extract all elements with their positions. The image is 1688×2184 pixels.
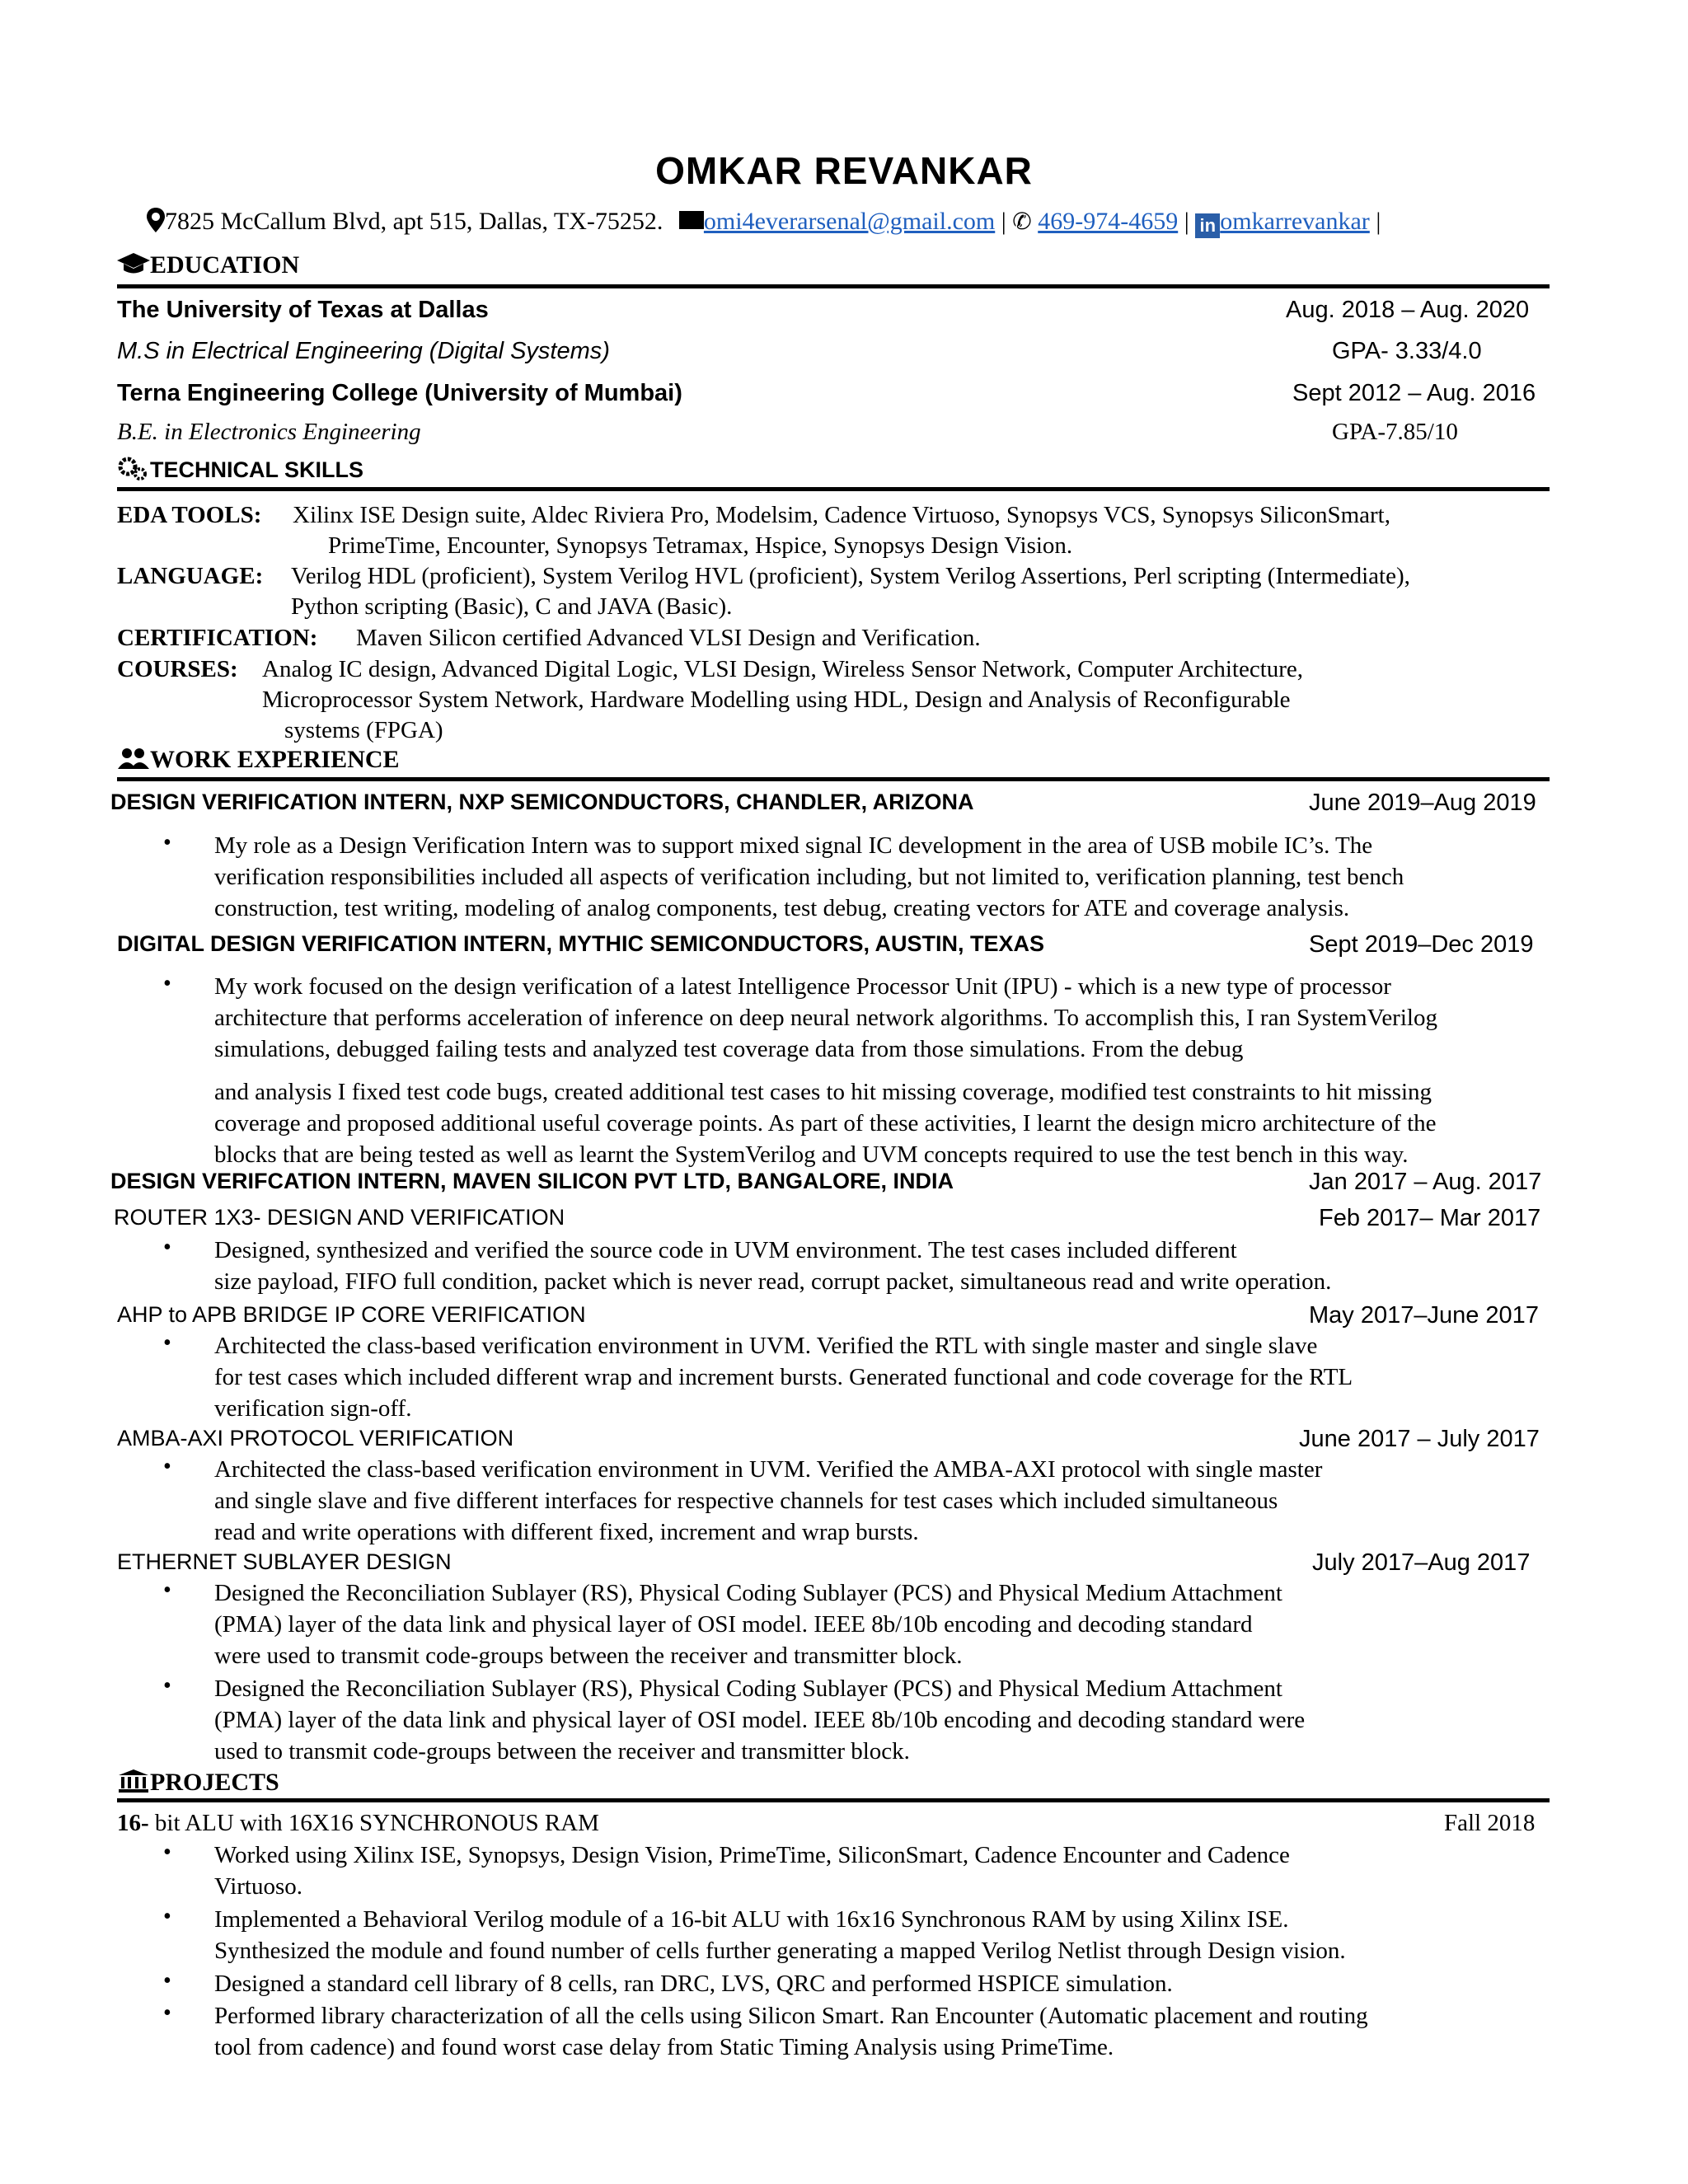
bullet-nxp: • My role as a Design Verification Intern was to support mixed signal IC development in the area of USB mobile IC’s. The verification responsibilities included all aspects of verification including, but not limited to, verification planning, test bench construction, test writing, modeling of analog components, test debug, creating vectors for ATE and coverage analysis. (214, 830, 1404, 924)
eda-line-1: Xilinx ISE Design suite, Aldec Riviera Pro, Modelsim, Cadence Virtuoso, Synopsys VCS, Synopsys SiliconSmart, (293, 502, 1390, 528)
eda-label: EDA TOOLS: (117, 502, 262, 528)
project-dates-ahb: May 2017–June 2017 (1309, 1302, 1539, 1329)
edu-degree-1: M.S in Electrical Engineering (Digital Systems) (117, 338, 610, 364)
address-text: 7825 McCallum Blvd, apt 515, Dallas, TX-75252. (165, 208, 663, 235)
graduation-cap-icon (117, 251, 150, 276)
projects-header: PROJECTS (117, 1769, 279, 1797)
eda-line-2: PrimeTime, Encounter, Synopsys Tetramax, Hspice, Synopsys Design Vision. (328, 532, 1073, 559)
location-pin-icon (147, 208, 165, 232)
edu-school-2: Terna Engineering College (University of Mumbai) (117, 380, 682, 406)
courses-label: COURSES: (117, 656, 238, 682)
bullet-ahb: • Architected the class-based verification environment in UVM. Verified the RTL with single master and single slave for test cases which included different wrap and increment bursts. Generated functional and code coverage for the RTL verification sign-off. (214, 1330, 1353, 1424)
people-icon (117, 746, 150, 771)
language-line-1: Verilog HDL (proficient), System Verilog HVL (proficient), System Verilog Assertions, Perl scripting (Intermediate), (291, 563, 1410, 589)
linkedin-link[interactable]: omkarrevankar (1220, 208, 1370, 235)
edu-degree-2: B.E. in Electronics Engineering (117, 419, 421, 445)
skills-section (117, 456, 1550, 497)
project-title-axi: AMBA-AXI PROTOCOL VERIFICATION (117, 1426, 514, 1451)
job-title-nxp: DESIGN VERIFICATION INTERN, NXP SEMICONDUCTORS, CHANDLER, ARIZONA (110, 790, 974, 814)
project-title-router: ROUTER 1X3- DESIGN AND VERIFICATION (114, 1205, 565, 1230)
institution-icon (117, 1769, 150, 1793)
candidate-name: OMKAR REVANKAR (655, 149, 1033, 192)
edu-gpa-1: GPA- 3.33/4.0 (1332, 338, 1482, 364)
separator: | (1184, 208, 1189, 235)
section-rule (117, 1798, 1550, 1802)
phone-icon: ✆ (1012, 209, 1032, 235)
section-rule (117, 777, 1550, 781)
skills-header: TECHNICAL SKILLS (117, 456, 363, 483)
email-link[interactable]: omi4everarsenal@gmail.com (703, 208, 996, 235)
project-title-ahb: AHP to APB BRIDGE IP CORE VERIFICATION (117, 1302, 586, 1327)
job-dates-nxp: June 2019–Aug 2019 (1309, 790, 1536, 816)
job-title-mythic: DIGITAL DESIGN VERIFICATION INTERN, MYTHIC SEMICONDUCTORS, AUSTIN, TEXAS (117, 931, 1045, 956)
gears-icon (117, 456, 150, 480)
projects-section (117, 1769, 1550, 1810)
job-dates-mythic: Sept 2019–Dec 2019 (1309, 931, 1534, 958)
edu-dates-2: Sept 2012 – Aug. 2016 (1292, 380, 1536, 406)
bullet-alu-4: • Performed library characterization of all the cells using Silicon Smart. Ran Encounter (Automatic placement and routing tool from cadence) and found worst case delay from Static Timing Analysis using PrimeTime. (214, 2000, 1368, 2063)
courses-line-1: Analog IC design, Advanced Digital Logic, VLSI Design, Wireless Sensor Network, Computer Architecture, (262, 656, 1304, 682)
email-icon (679, 211, 704, 229)
language-line-2: Python scripting (Basic), C and JAVA (Basic). (291, 593, 733, 620)
job-dates-maven: Jan 2017 – Aug. 2017 (1309, 1169, 1542, 1195)
project-title-ethernet: ETHERNET SUBLAYER DESIGN (117, 1549, 452, 1574)
certification-label: CERTIFICATION: (117, 625, 318, 651)
project-dates-ethernet: July 2017–Aug 2017 (1312, 1549, 1531, 1576)
work-header: WORK EXPERIENCE (117, 746, 400, 774)
bullet-ethernet-2: • Designed the Reconciliation Sublayer (RS), Physical Coding Sublayer (PCS) and Physical Medium Attachment (PMA) layer of the data link and physical layer of OSI model. IEEE 8b/10b encoding and decoding standard were used to transmit code-groups between the receiver and transmitter block. (214, 1673, 1305, 1767)
linkedin-icon: in (1195, 213, 1220, 238)
project-dates-router: Feb 2017– Mar 2017 (1319, 1205, 1541, 1231)
section-rule (117, 487, 1550, 491)
education-header: EDUCATION (117, 251, 299, 279)
bullet-alu-1: • Worked using Xilinx ISE, Synopsys, Design Vision, PrimeTime, SiliconSmart, Cadence Encounter and Cadence Virtuoso. (214, 1840, 1290, 1902)
bullet-axi: • Architected the class-based verification environment in UVM. Verified the AMBA-AXI protocol with single master and single slave and five different interfaces for respective channels for test cases which included simultaneous read and write operations with different fixed, increment and wrap bursts. (214, 1454, 1322, 1548)
courses-line-2: Microprocessor System Network, Hardware Modelling using HDL, Design and Analysis of Reconfigurable (262, 687, 1291, 713)
contact-line (147, 208, 1548, 238)
bullet-mythic: • My work focused on the design verification of a latest Intelligence Processor Unit (IPU) - which is a new type of processor architecture that performs acceleration of inference on deep neural network algorithms. To accomplish this, I ran SystemVerilog simulations, debugged failing tests and analyzed test coverage data from those simulations. From the debug and analysis I fixed test code bugs, created additional test cases to hit missing coverage, modified test constraints to hit missing coverage and proposed additional useful coverage points. As part of these activities, I learnt the design micro architecture of the blocks that are being tested as well as learnt the SystemVerilog and UVM concepts required to use the test bench in this way. (214, 971, 1437, 1170)
bullet-alu-3: • Designed a standard cell library of 8 cells, ran DRC, LVS, QRC and performed HSPICE simulation. (214, 1968, 1173, 1999)
job-title-maven: DESIGN VERIFCATION INTERN, MAVEN SILICON PVT LTD, BANGALORE, INDIA (110, 1169, 954, 1193)
section-rule (117, 284, 1550, 288)
bullet-alu-2: • Implemented a Behavioral Verilog module of a 16-bit ALU with 16x16 Synchronous RAM by using Xilinx ISE. Synthesized the module and found number of cells further generating a mapped Verilog Netlist through Design vision. (214, 1904, 1346, 1966)
project-title-alu: 16- bit ALU with 16X16 SYNCHRONOUS RAM (117, 1810, 599, 1836)
language-label: LANGUAGE: (117, 563, 264, 589)
separator: | (1376, 208, 1381, 235)
education-section (117, 251, 1550, 293)
phone-link[interactable]: 469-974-4659 (1038, 208, 1179, 235)
courses-line-3: systems (FPGA) (284, 717, 443, 743)
bullet-ethernet-1: • Designed the Reconciliation Sublayer (RS), Physical Coding Sublayer (PCS) and Physical Medium Attachment (PMA) layer of the data link and physical layer of OSI model. IEEE 8b/10b encoding and decoding standard were used to transmit code-groups between the receiver and transmitter block. (214, 1577, 1282, 1671)
work-section (117, 746, 1550, 787)
edu-school-1: The University of Texas at Dallas (117, 297, 489, 323)
edu-dates-1: Aug. 2018 – Aug. 2020 (1286, 297, 1530, 323)
bullet-router: • Designed, synthesized and verified the source code in UVM environment. The test cases included different size payload, FIFO full condition, packet which is never read, corrupt packet, simultaneous read and write operation. (214, 1235, 1331, 1297)
project-dates-alu: Fall 2018 (1444, 1810, 1536, 1836)
project-dates-axi: June 2017 – July 2017 (1299, 1426, 1540, 1452)
separator: | (1001, 208, 1006, 235)
edu-gpa-2: GPA-7.85/10 (1332, 419, 1458, 445)
certification-line: Maven Silicon certified Advanced VLSI Design and Verification. (356, 625, 981, 651)
